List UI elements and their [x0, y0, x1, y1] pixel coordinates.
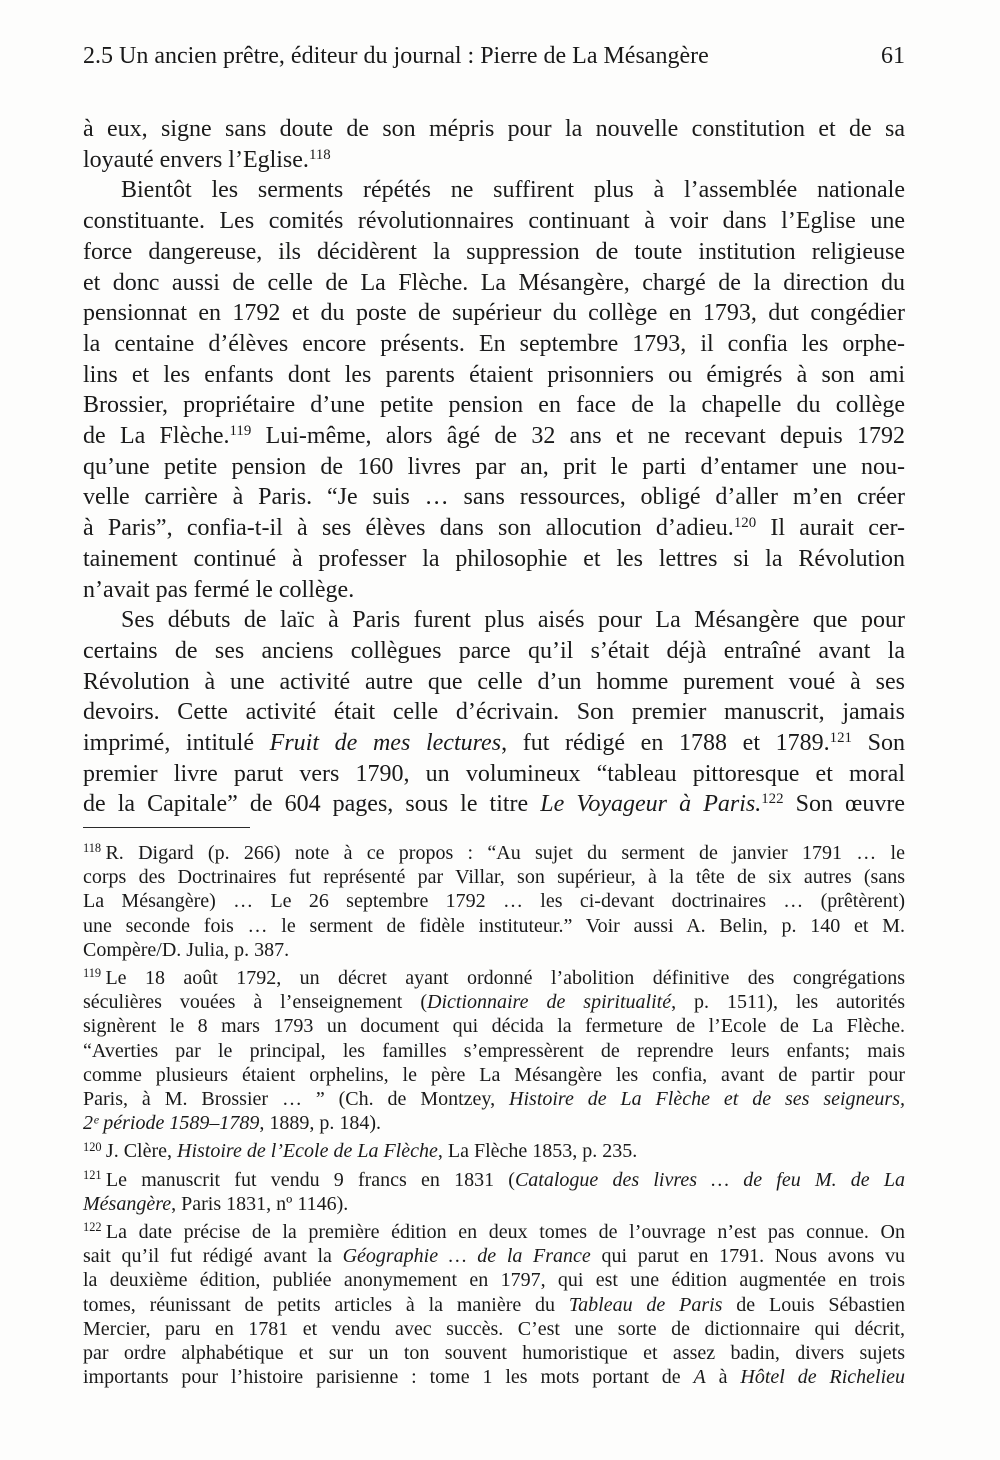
footnote-line	[83, 1268, 905, 1292]
italic-run: Dictionnaire de spiritualité	[427, 991, 672, 1014]
body-line	[83, 114, 905, 145]
footnote-number: 119	[83, 966, 102, 981]
text-run: tainement continué à professer la philosophie et les lettres si la Révolution	[83, 545, 905, 572]
footnote-line	[83, 1220, 905, 1244]
italic-run: Fruit de mes lectures	[269, 730, 502, 757]
footnote-number: 120	[83, 1139, 102, 1154]
paragraph	[83, 175, 905, 605]
text-run: corps des Doctrinaires fut représenté par Villar, son supérieur, à la tête de six autres (sans	[83, 866, 905, 889]
note-ref: 121	[829, 729, 852, 746]
body-line	[83, 697, 905, 728]
text-run: sait qu’il fut rédigé avant la	[83, 1245, 343, 1268]
footnote-line	[83, 889, 905, 913]
footnote-line	[83, 990, 905, 1014]
body-line	[83, 329, 905, 360]
text-run: , fut rédigé en 1788 et 1789.	[501, 730, 830, 757]
italic-run: 2ᵉ période 1589–1789	[83, 1112, 260, 1135]
text-run: une seconde fois … le serment de fidèle instituteur.” Voir aussi A. Belin, p. 140 et M.	[83, 914, 905, 937]
body-line	[83, 728, 905, 759]
body-line	[83, 667, 905, 698]
body-line	[83, 145, 905, 176]
footnote-line	[83, 1244, 905, 1268]
text-run: séculières vouées à l’enseignement (	[83, 991, 427, 1014]
footnote-line	[83, 1014, 905, 1038]
footnote-line	[83, 1341, 905, 1365]
footnote-line	[83, 865, 905, 889]
footnote-line	[83, 938, 905, 962]
note-ref: 122	[761, 791, 784, 808]
italic-run: Le Voyageur à Paris.	[540, 791, 762, 818]
text-run: Le manuscrit fut vendu 9 francs en 1831 (	[105, 1168, 515, 1191]
text-run: la centaine d’élèves encore présents. En septembre 1793, il confia les orphe-	[83, 330, 905, 357]
footnote-rule	[83, 827, 250, 828]
footnote-line	[83, 841, 905, 865]
footnote-line	[83, 1192, 905, 1216]
running-header	[83, 41, 905, 72]
body-line	[83, 390, 905, 421]
text-run: force dangereuse, ils décidèrent la suppression de toute institution religieuse	[83, 238, 905, 265]
text-run: signèrent le 8 mars 1793 un document qui décida la fermeture de l’Ecole de La Flèche.	[83, 1015, 905, 1038]
footnote-line	[83, 1293, 905, 1317]
body-line	[83, 789, 905, 820]
text-run: loyauté envers l’Eglise.	[83, 146, 309, 173]
text-run: La date précise de la première édition en deux tomes de l’ouvrage n’est pas connue. On	[105, 1221, 905, 1244]
footnote-line	[83, 1111, 905, 1135]
text-run: Son	[851, 730, 905, 757]
footnote-line	[83, 966, 905, 990]
note-ref: 118	[308, 146, 331, 163]
text-run: J. Clère,	[105, 1140, 178, 1163]
text-run: , 1889, p. 184).	[259, 1112, 382, 1135]
footnotes	[83, 841, 905, 1389]
text-run: Bientôt les serments répétés ne suffirent plus à l’assemblée nationale	[121, 177, 905, 204]
text-run: La Mésangère) … Le 26 septembre 1792 … les ci-devant doctrinaires … (prêtèrent)	[83, 890, 905, 913]
text-run: Révolution à une activité autre que celle d’un homme purement voué à ses	[83, 668, 905, 695]
footnote	[83, 966, 905, 1135]
body-line	[83, 544, 905, 575]
footnote-line	[83, 1168, 905, 1192]
body-line	[83, 360, 905, 391]
body-line	[83, 206, 905, 237]
text-run: tomes, réunissant de petits articles à la manière du	[83, 1293, 569, 1316]
body-line	[83, 605, 905, 636]
text-run: velle carrière à Paris. “Je suis … sans ressources, obligé d’aller m’en créer	[83, 484, 905, 511]
text-run: Ses débuts de laïc à Paris furent plus aisés pour La Mésangère que pour	[121, 607, 905, 634]
italic-run: Hôtel de Richelieu	[740, 1366, 906, 1389]
text-run: de La Flèche.	[83, 423, 230, 450]
body-line	[83, 268, 905, 299]
body-line	[83, 513, 905, 544]
italic-run: Catalogue des livres … de feu M. de La	[514, 1168, 905, 1191]
text-run: et donc aussi de celle de La Flèche. La Mésangère, chargé de la direction du	[83, 269, 905, 296]
body-line	[83, 421, 905, 452]
italic-run: A	[693, 1366, 706, 1389]
note-ref: 119	[229, 422, 252, 439]
text-run: Mercier, paru en 1781 et vendu avec succès. C’est une sorte de dictionnaire qui décrit,	[83, 1317, 905, 1340]
footnote	[83, 841, 905, 962]
text-run: , La Flèche 1853, p. 235.	[437, 1140, 638, 1163]
italic-run: Mésangère	[83, 1192, 172, 1215]
text-run: qu’une petite pension de 160 livres par an, prit le parti d’entamer une nou-	[83, 453, 905, 480]
footnote-line	[83, 1087, 905, 1111]
text-run: Le 18 août 1792, un décret ayant ordonné l’abolition définitive des congrégations	[105, 967, 905, 990]
italic-run: Histoire de La Flèche et de ses seigneurs,	[509, 1088, 906, 1111]
text-run: à	[705, 1366, 741, 1389]
footnote	[83, 1168, 905, 1216]
footnote-line	[83, 914, 905, 938]
paragraph	[83, 114, 905, 175]
text-run: Son œuvre	[783, 791, 906, 818]
footnote-number: 121	[83, 1167, 102, 1182]
footnote	[83, 1220, 905, 1389]
text-run: devoirs. Cette activité était celle d’écrivain. Son premier manuscrit, jamais	[83, 699, 905, 726]
italic-run: Tableau de Paris	[568, 1293, 723, 1316]
footnote-number: 118	[83, 841, 102, 856]
text-run: n’avait pas fermé le collège.	[83, 576, 355, 603]
text-run: constituante. Les comités révolutionnaires continuant à voir dans l’Eglise une	[83, 208, 905, 235]
text-run: , Paris 1831, nº 1146).	[171, 1192, 349, 1215]
text-run: pensionnat en 1792 et du poste de supérieur du collège en 1793, dut congédier	[83, 300, 905, 327]
text-run: , p. 1511), les autorités	[671, 991, 905, 1014]
text-run: par ordre alphabétique et sur un ton souvent humoristique et assez badin, divers sujets	[83, 1342, 905, 1365]
footnote	[83, 1139, 905, 1163]
text-run: certains de ses anciens collègues parce qu’il s’était déjà entraîné avant la	[83, 637, 905, 664]
text-run: à Paris”, confia-t-il à ses élèves dans son allocution d’adieu.	[83, 515, 734, 542]
text-run: “Averties par le principal, les familles s’empressèrent de reprendre leurs enfants; mais	[83, 1039, 905, 1062]
text-run: Il aurait cer-	[756, 515, 905, 542]
text-run: de la Capitale” de 604 pages, sous le titre	[83, 791, 541, 818]
text-run: de Louis Sébastien	[722, 1293, 906, 1316]
text-run: Lui-même, alors âgé de 32 ans et ne recevant depuis 1792	[251, 423, 906, 450]
text-run: la deuxième édition, publiée anonymement en 1797, qui est une édition augmentée en trois	[83, 1269, 905, 1292]
text-run: Compère/D. Julia, p. 387.	[83, 938, 290, 961]
text-run: comme plusieurs étaient orphelins, le père La Mésangère les confia, avant de partir pour	[83, 1063, 905, 1086]
text-run: importants pour l’histoire parisienne : tome 1 les mots portant de	[83, 1366, 694, 1389]
text-run: premier livre parut vers 1790, un volumineux “tableau pittoresque et moral	[83, 760, 905, 787]
italic-run: Histoire de l’Ecole de La Flèche	[177, 1140, 438, 1163]
text-run: lins et les enfants dont les parents étaient prisonniers ou émigrés à son ami	[83, 361, 905, 388]
italic-run: Géographie … de la France	[342, 1245, 591, 1268]
footnote-line	[83, 1039, 905, 1063]
footnote-line	[83, 1063, 905, 1087]
text-run: imprimé, intitulé	[83, 730, 270, 757]
footnote-line	[83, 1139, 905, 1163]
text-run: Brossier, propriétaire d’une petite pension en face de la chapelle du collège	[83, 392, 905, 419]
footnote-number: 122	[83, 1220, 102, 1235]
header-title: 2.5 Un ancien prêtre, éditeur du journal : Pierre de La Mésangère	[83, 43, 709, 69]
main-text	[83, 114, 905, 820]
body-line	[83, 175, 905, 206]
body-line	[83, 482, 905, 513]
footnote-line	[83, 1365, 905, 1389]
body-line	[83, 452, 905, 483]
body-line	[83, 759, 905, 790]
body-line	[83, 298, 905, 329]
page-number: 61	[881, 43, 905, 69]
text-run: R. Digard (p. 266) note à ce propos : “Au sujet du serment de janvier 1791 … le	[105, 842, 905, 864]
text-run: à eux, signe sans doute de son mépris pour la nouvelle constitution et de sa	[83, 116, 905, 142]
note-ref: 120	[733, 514, 757, 531]
paragraph	[83, 605, 905, 820]
body-line	[83, 575, 905, 606]
text-run: Paris, à M. Brossier … ” (Ch. de Montzey,	[83, 1088, 510, 1111]
text-run: qui parut en 1791. Nous avons vu	[590, 1245, 905, 1268]
footnote-line	[83, 1317, 905, 1341]
body-line	[83, 237, 905, 268]
body-line	[83, 636, 905, 667]
